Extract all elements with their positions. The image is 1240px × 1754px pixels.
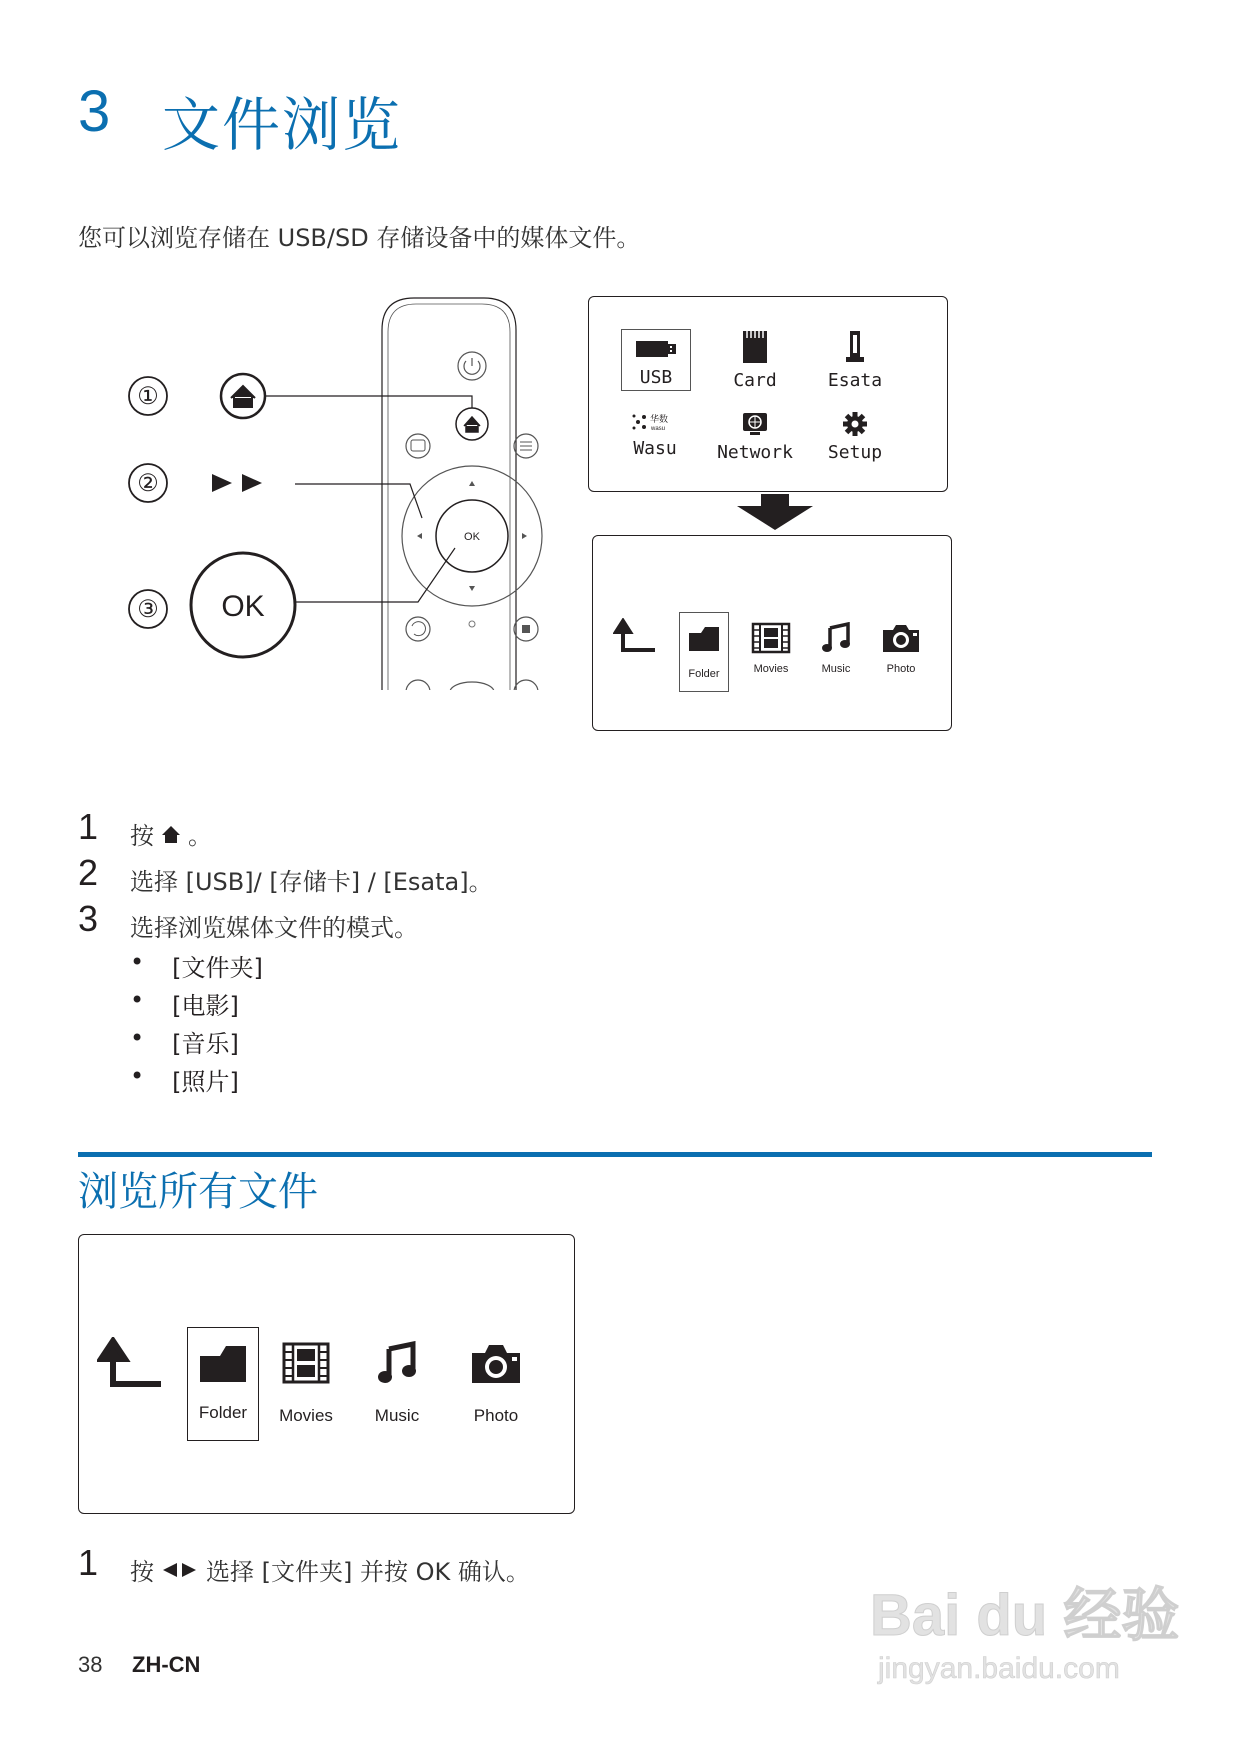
watermark-url: jingyan.baidu.com [878,1652,1120,1685]
browse-menu-large [78,1234,575,1514]
callout-1: ① [137,383,159,410]
step-1-number: 1 [78,806,99,847]
bullet-folder: [文件夹] [172,954,263,982]
chapter-number: 3 [78,79,111,144]
left-right-arrows-icon [160,1560,200,1580]
section-step-mid: 选择 [文件夹] 并按 OK 确认。 [206,1558,530,1586]
bullet-item [130,948,263,983]
browse-small-tile-photo[interactable] [873,622,929,675]
browse-label-music: Music [374,1406,420,1425]
browse-tile-music[interactable] [359,1341,435,1426]
chapter-title: 文件浏览 [162,91,403,159]
section-step-number: 1 [78,1542,99,1583]
source-label-network: Network [717,442,793,463]
film-icon [751,622,791,654]
music-note-icon [820,622,852,654]
source-tile-card[interactable] [723,329,787,391]
browse-tile-photo[interactable] [451,1341,541,1426]
browse-small-tile-folder[interactable] [679,612,729,692]
folder-icon [198,1344,248,1384]
home-icon-inline [160,824,182,844]
browse-small-label-music: Music [821,663,851,675]
callout-3: ③ [137,596,159,623]
bullet-item [130,1024,239,1059]
source-label-usb: USB [639,367,673,388]
usb-drive-icon [634,336,678,362]
left-arrow-icon [212,474,232,492]
source-tile-setup[interactable] [823,411,887,463]
ok-label-large: OK [221,590,265,623]
svg-text:wasu: wasu [651,426,666,432]
browse-label-folder: Folder [198,1403,248,1422]
page-number: 38 [78,1652,103,1677]
browse-tile-folder[interactable] [187,1327,259,1441]
camera-icon [470,1341,522,1385]
browse-small-label-movies: Movies [753,663,789,675]
step-3-number: 3 [78,898,99,939]
bullet-mark: • [130,1024,145,1052]
remote-diagram [100,290,580,690]
browse-small-tile-movies[interactable] [743,622,799,675]
source-label-setup: Setup [827,442,883,463]
gear-icon [841,411,869,437]
sd-card-icon [740,329,770,365]
network-icon [740,411,770,437]
browse-label-movies: Movies [279,1406,333,1425]
bullet-item [130,1062,239,1097]
back-icon [406,617,430,641]
right-arrow-icon [242,474,262,492]
source-tile-network[interactable] [709,411,801,463]
source-label-wasu: Wasu [633,438,677,459]
browse-small-label-folder: Folder [688,668,720,680]
back-arrow-icon[interactable] [613,618,657,654]
remote-ok-label: OK [464,531,480,543]
folder-icon [687,625,721,653]
source-label-card: Card [733,370,777,391]
section-title: 浏览所有文件 [78,1169,318,1215]
bullet-music: [音乐] [172,1030,239,1058]
step-1-before: 按 [130,822,154,850]
source-tile-esata[interactable] [823,329,887,391]
section-rule [78,1152,1152,1157]
source-label-esata: Esata [827,370,883,391]
section-step-pre: 按 [130,1558,154,1586]
bullet-item [130,986,239,1021]
source-tile-wasu[interactable] [621,411,689,459]
step-2-number: 2 [78,852,99,893]
svg-text:华数: 华数 [650,415,669,425]
esata-icon [843,329,867,365]
source-tile-usb[interactable] [621,329,691,391]
film-icon [281,1341,331,1385]
remote-outline [382,298,516,690]
browse-menu-small [592,535,952,731]
browse-small-tile-music[interactable] [811,622,861,675]
bullet-photo: [照片] [172,1068,239,1096]
step-1-text [130,816,212,851]
bullet-mark: • [130,986,145,1014]
intro-text: 您可以浏览存储在 USB/SD 存储设备中的媒体文件。 [78,224,641,252]
bullet-movies: [电影] [172,992,239,1020]
back-arrow-icon[interactable] [97,1337,163,1391]
step-1-after: 。 [188,822,212,850]
watermark-brand: Bai du 经验 [870,1583,1180,1648]
browse-label-photo: Photo [473,1406,519,1425]
bullet-mark: • [130,948,145,976]
language-code: ZH-CN [132,1652,201,1677]
info-icon [406,434,430,458]
bullet-mark: • [130,1062,145,1090]
section-step-text [130,1552,530,1587]
step-3-text: 选择浏览媒体文件的模式。 [130,914,418,942]
source-menu [588,296,948,492]
camera-icon [881,622,921,654]
callout-2: ② [137,470,159,497]
music-note-icon [375,1341,419,1385]
browse-small-label-photo: Photo [886,663,916,675]
step-2-text: 选择 [USB]/ [存储卡] / [Esata]。 [130,868,493,896]
down-arrow-icon [734,494,816,532]
wasu-logo-icon [630,411,680,433]
browse-tile-movies[interactable] [261,1341,351,1426]
